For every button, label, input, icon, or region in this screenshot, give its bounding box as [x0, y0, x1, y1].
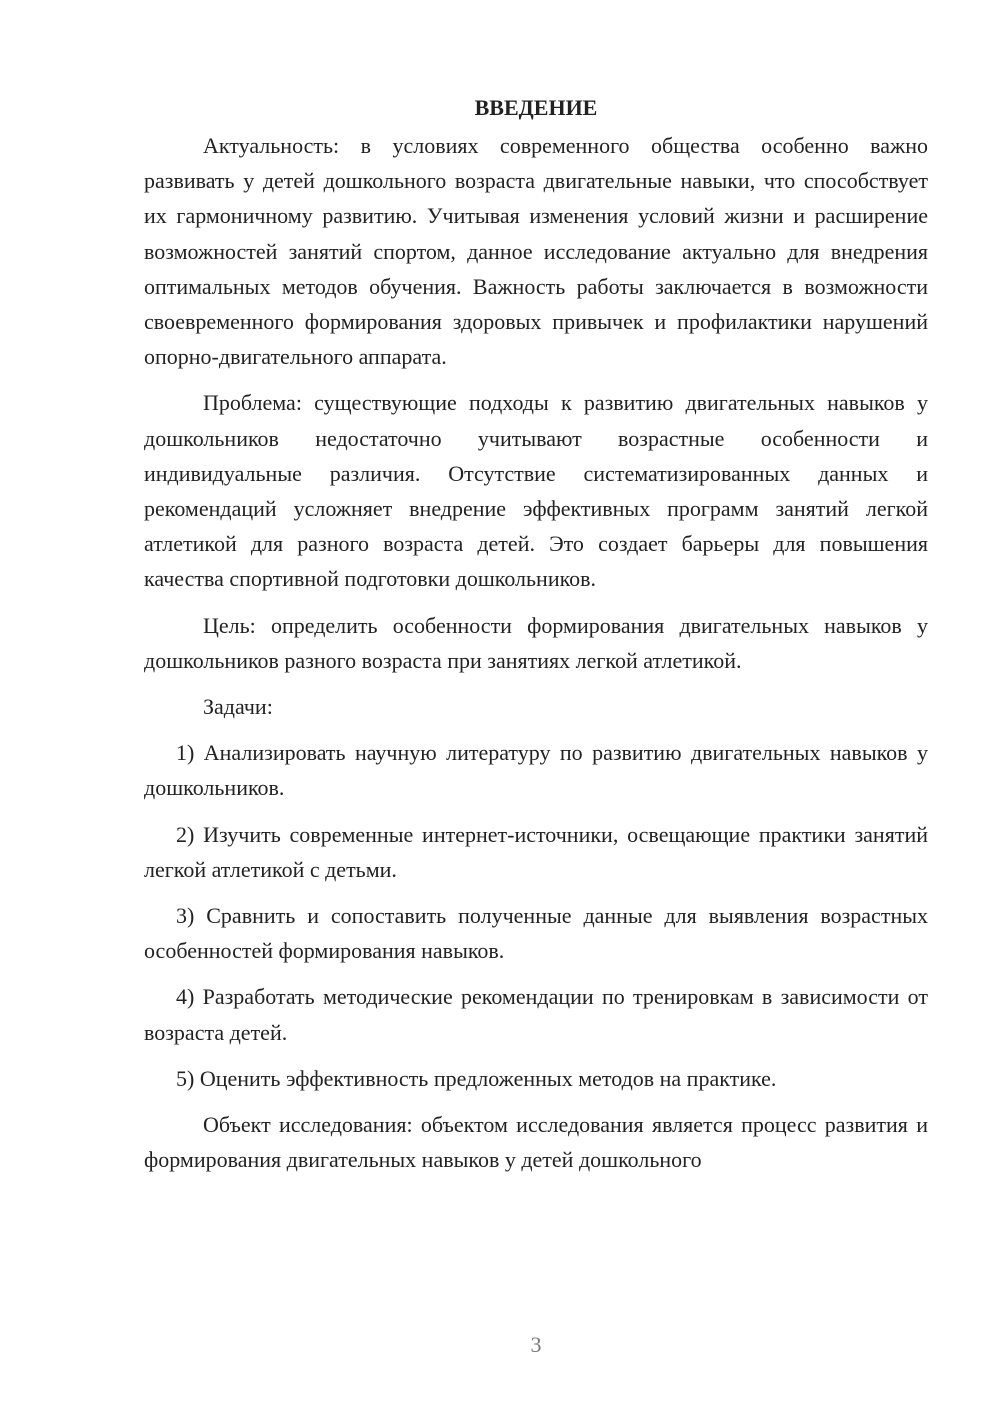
section-title: ВВЕДЕНИЕ [474, 95, 598, 120]
task-item-1: 1) Анализировать научную литературу по развитию двигательных навыков у дошкольников. [144, 740, 928, 801]
task-item-3: 3) Сравнить и сопоставить полученные данные для выявления возрастных особенностей формирования навыков. [144, 903, 928, 964]
problem-paragraph: Проблема: существующие подходы к развитию двигательных навыков у дошкольников недостаточно учитывают возрастные особенности и индивидуальные различия. Отсутствие систематизированных данных и рекомендаций усложняет внедрение эффективных программ занятий легкой атлетикой для разного возраста детей. Это создает барьеры для повышения качества спортивной подготовки дошкольников. [144, 390, 928, 592]
document-page [144, 90, 928, 1188]
task-item-4: 4) Разработать методические рекомендации по тренировкам в зависимости от возраста детей. [144, 984, 928, 1045]
task-item-5: 5) Оценить эффективность предложенных методов на практике. [176, 1065, 777, 1091]
page-number: 3 [530, 1332, 542, 1357]
task-item-2: 2) Изучить современные интернет-источники, освещающие практики занятий легкой атлетикой с детьми. [144, 821, 928, 882]
goal-paragraph: Цель: определить особенности формирования двигательных навыков у дошкольников разного возраста при занятиях легкой атлетикой. [144, 612, 928, 673]
object-paragraph: Объект исследования: объектом исследования является процесс развития и формирования двигательных навыков у детей дошкольного [144, 1112, 928, 1173]
tasks-heading: Задачи: [203, 694, 273, 720]
relevance-paragraph: Актуальность: в условиях современного общества особенно важно развивать у детей дошкольного возраста двигательные навыки, что способствует их гармоничному развитию. Учитывая изменения условий жизни и расширение возможностей занятий спортом, данное исследование актуально для внедрения оптимальных методов обучения. Важность работы заключается в возможности своевременного формирования здоровых привычек и профилактики нарушений опорно-двигательного аппарата. [144, 133, 928, 370]
